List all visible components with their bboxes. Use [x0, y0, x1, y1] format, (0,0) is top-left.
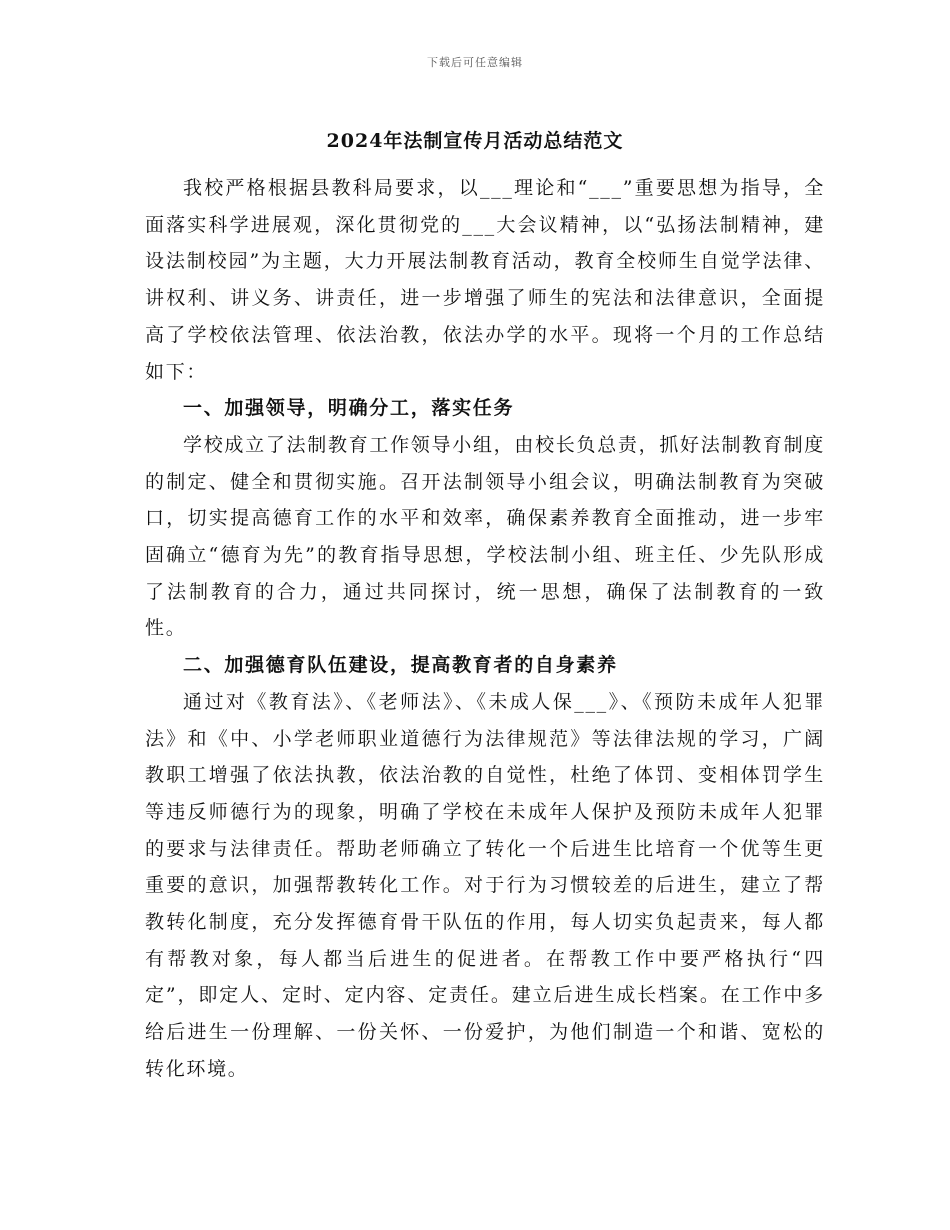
header-note: 下载后可任意编辑 — [427, 56, 523, 69]
section-1-paragraph: 学校成立了法制教育工作领导小组，由校长负总责，抓好法制教育制度的制定、健全和贯彻实施。召开法制领导小组会议，明确法制教育为突破口，切实提高德育工作的水平和效率，确保素养教育全面推动，进一步牢固确立“德育为先”的教育指导思想，学校法制小组、班主任、少先队形成了法制教育的合力，通过共同探讨，统一思想，确保了法制教育的一致性。 — [145, 433, 825, 640]
intro-paragraph: 我校严格根据县教科局要求，以___理论和“___”重要思想为指导，全面落实科学进展观，深化贯彻党的___大会议精神，以“弘扬法制精神，建设法制校园”为主题，大力开展法制教育活动，教育全校师生自觉学法律、讲权利、讲义务、讲责任，进一步增强了师生的宪法和法律意识，全面提高了学校依法管理、依法治教，依法办学的水平。现将一个月的工作总结如下： — [145, 177, 825, 383]
document-body — [145, 170, 825, 1088]
section-2-heading: 二、加强德育队伍建设，提高教育者的自身素养 — [183, 654, 618, 677]
section-1-heading: 一、加强领导，明确分工，落实任务 — [183, 397, 515, 420]
document-title: 2024年法制宣传月活动总结范文 — [326, 130, 624, 152]
section-2-paragraph: 通过对《教育法》、《老师法》、《未成人保___》、《预防未成年人犯罪法》和《中、小学老师职业道德行为法律规范》等法律法规的学习，广阔教职工增强了依法执教，依法治教的自觉性，杜绝了体罚、变相体罚学生等违反师德行为的现象，明确了学校在未成年人保护及预防未成年人犯罪的要求与法律责任。帮助老师确立了转化一个后进生比培育一个优等生更重要的意识，加强帮教转化工作。对于行为习惯较差的后进生，建立了帮教转化制度，充分发挥德育骨干队伍的作用，每人切实负起责来，每人都有帮教对象，每人都当后进生的促进者。在帮教工作中要严格执行“四定”，即定人、定时、定内容、定责任。建立后进生成长档案。在工作中多给后进生一份理解、一份关怀、一份爱护，为他们制造一个和谐、宽松的转化环境。 — [145, 690, 825, 1080]
